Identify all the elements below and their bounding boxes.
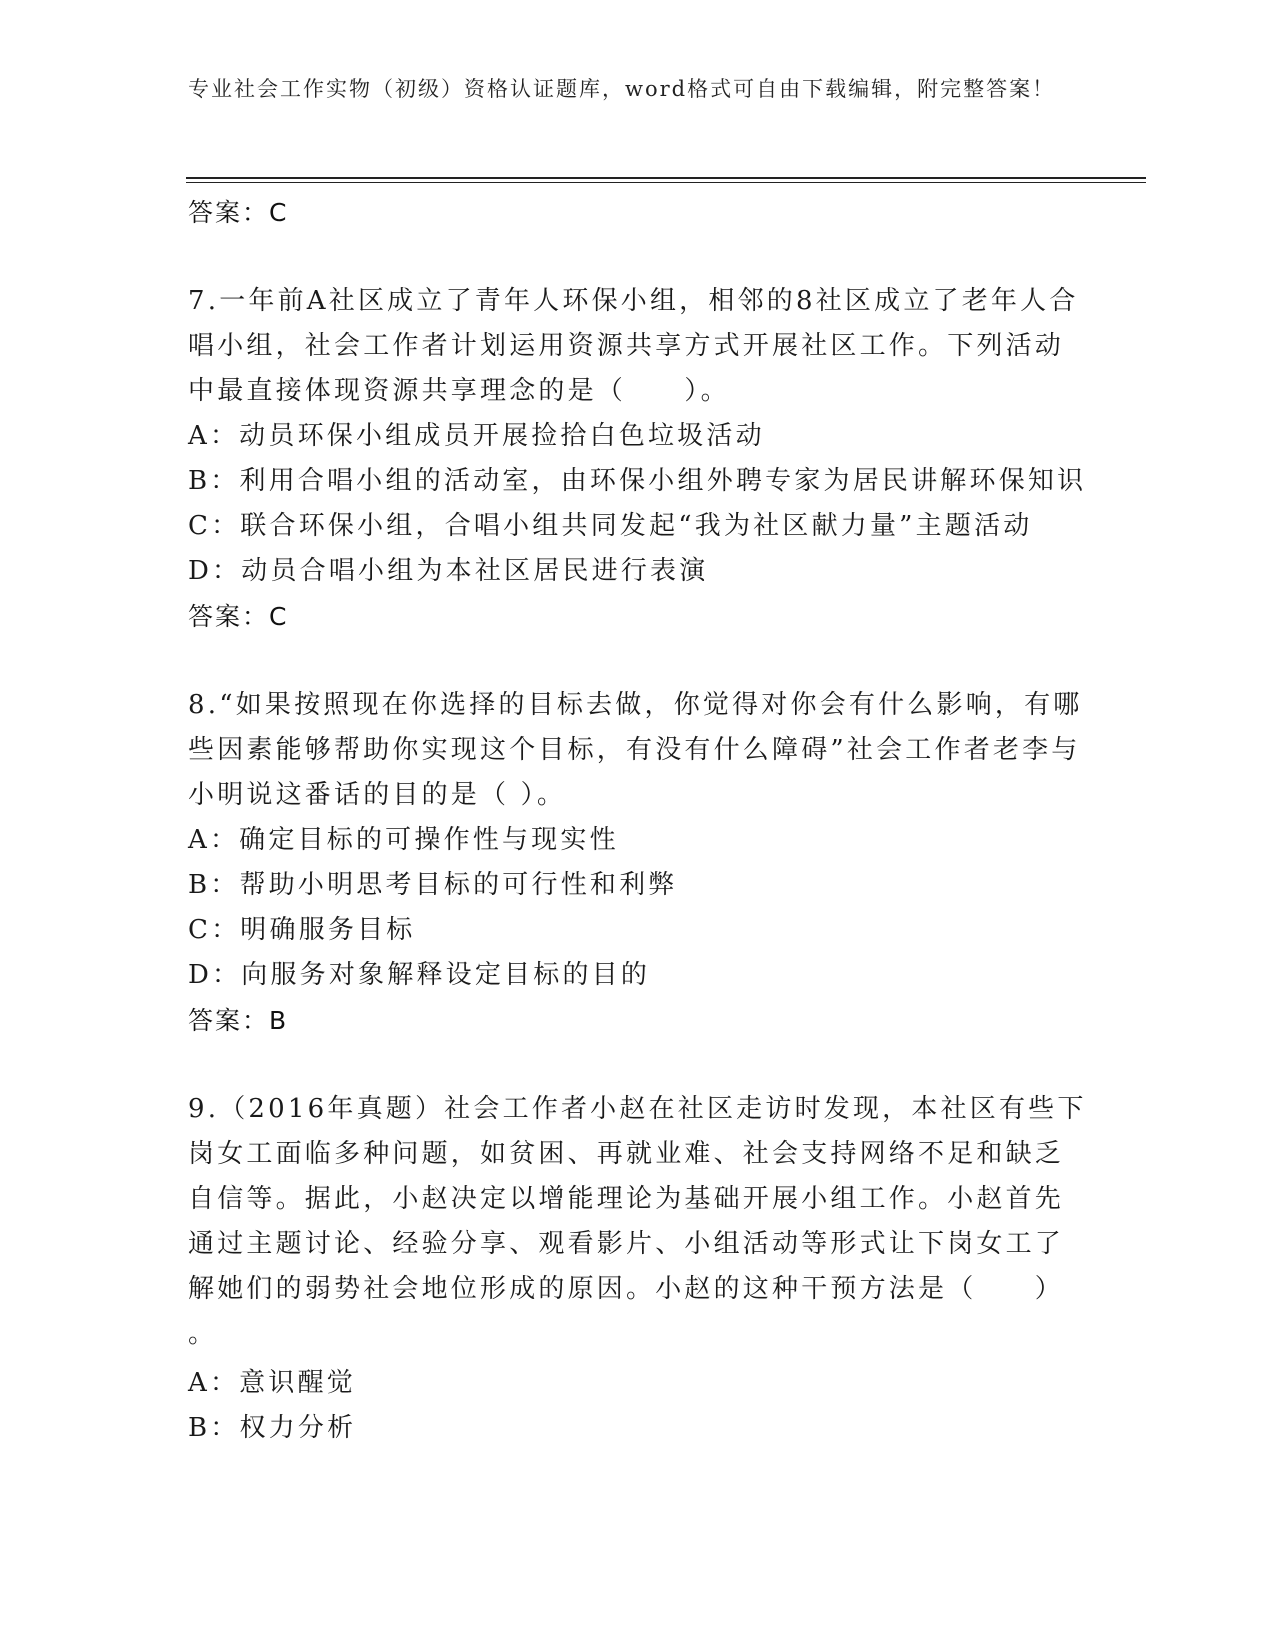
option-a: A：动员环保小组成员开展捡拾白色垃圾活动 xyxy=(188,421,765,451)
option-c: C：明确服务目标 xyxy=(188,915,416,945)
option-d: D：向服务对象解释设定目标的目的 xyxy=(188,960,651,990)
option-b: B：利用合唱小组的活动室，由环保小组外聘专家为居民讲解环保知识 xyxy=(188,466,1087,496)
option-c: C：联合环保小组，合唱小组共同发起“我为社区献力量”主题活动 xyxy=(188,511,1033,541)
question-7 xyxy=(188,279,1088,639)
option-a: A：意识醒觉 xyxy=(188,1368,356,1398)
question-8 xyxy=(188,683,1088,1043)
answer-line: 答案：B xyxy=(188,1006,289,1035)
header-rule-thick xyxy=(186,177,1146,179)
option-b: B：权力分析 xyxy=(188,1413,357,1443)
header-rule-thin xyxy=(186,182,1146,183)
page-header: 专业社会工作实物（初级）资格认证题库，word格式可自由下载编辑，附完整答案！ xyxy=(188,77,1056,101)
question-stem: 9.（2016年真题）社会工作者小赵在社区走访时发现，本社区有些下岗女工面临多种问题，如贫困、再就业难、社会支持网络不足和缺乏自信等。据此，小赵决定以增能理论为基础开展小组工作。小赵首先通过主题讨论、经验分享、观看影片、小组活动等形式让下岗女工了解她们的弱势社会地位形成的原因。小赵的这种干预方法是（ ） xyxy=(188,1094,1087,1304)
answer-line: 答案：C xyxy=(188,602,289,631)
question-stem: 8.“如果按照现在你选择的目标去做，你觉得对你会有什么影响，有哪些因素能够帮助你实现这个目标，有没有什么障碍”社会工作者老李与小明说这番话的目的是（ ）。 xyxy=(188,690,1083,810)
option-group xyxy=(188,1361,1088,1451)
question-stem-end: 。 xyxy=(188,1319,218,1349)
option-b: B：帮助小明思考目标的可行性和利弊 xyxy=(188,870,678,900)
option-a: A：确定目标的可操作性与现实性 xyxy=(188,825,619,855)
question-list xyxy=(188,190,1088,1451)
question-9 xyxy=(188,1087,1088,1451)
option-d: D：动员合唱小组为本社区居民进行表演 xyxy=(188,556,709,586)
question-stem: 7.一年前A社区成立了青年人环保小组，相邻的8社区成立了老年人合唱小组，社会工作者计划运用资源共享方式开展社区工作。下列活动中最直接体现资源共享理念的是（ ）。 xyxy=(188,286,1079,406)
previous-answer: 答案：C xyxy=(188,198,289,227)
